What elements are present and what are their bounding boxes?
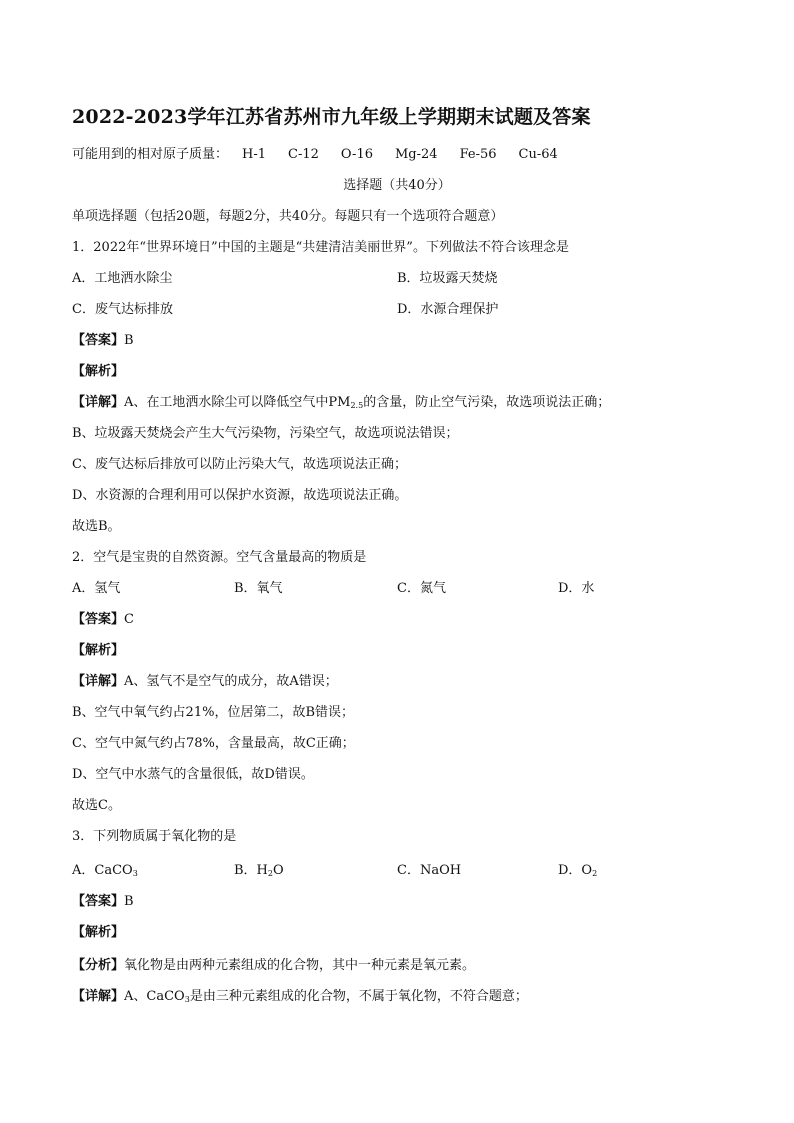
question-3-option-c: C．NaOH bbox=[397, 863, 462, 878]
answer-value: C bbox=[124, 612, 134, 627]
detail-tag: 【详解】 bbox=[72, 989, 125, 1004]
question-2-option-a: A．氢气 bbox=[72, 581, 121, 596]
question-2-answer bbox=[72, 611, 134, 629]
question-1-stem: 1．2022年“世界环境日”中国的主题是“共建清洁美丽世界”。下列做法不符合该理念是 bbox=[72, 240, 569, 255]
question-1-option-d: D．水源合理保护 bbox=[397, 302, 499, 317]
answer-tag: 【答案】 bbox=[72, 894, 125, 909]
document-title: 2022-2023学年江苏省苏州市九年级上学期期末试题及答案 bbox=[72, 106, 591, 128]
analysis-tag: 【解析】 bbox=[72, 925, 125, 940]
atomic-mass-label: 可能用到的相对原子质量： bbox=[72, 147, 229, 162]
question-1-answer bbox=[72, 332, 134, 350]
question-2-option-d: D．水 bbox=[558, 581, 595, 596]
answer-value: B bbox=[124, 333, 134, 348]
question-1-detail-d: D、水资源的合理利用可以保护水资源，故选项说法正确。 bbox=[72, 488, 408, 503]
atomic-mass-item: Mg-24 bbox=[395, 147, 438, 162]
question-3-stem: 3．下列物质属于氧化物的是 bbox=[72, 829, 237, 844]
question-3-analysis: 【分析】氧化物是由两种元素组成的化合物，其中一种元素是氧元素。 bbox=[72, 958, 476, 973]
question-2-option-c: C．氮气 bbox=[397, 581, 446, 596]
question-2-option-b: B．氧气 bbox=[234, 581, 283, 596]
analysis2-tag: 【分析】 bbox=[72, 958, 125, 973]
question-3-detail-a: 【详解】A、CaCO$_3$是由三种元素组成的化合物，不属于氧化物，不符合题意； bbox=[72, 989, 528, 1004]
answer-tag: 【答案】 bbox=[72, 333, 125, 348]
answer-value: B bbox=[124, 894, 134, 909]
question-1-conclusion: 故选B。 bbox=[72, 519, 121, 534]
section-title: 选择题（共40分） bbox=[343, 178, 451, 193]
question-1-analysis-tag bbox=[72, 363, 124, 381]
analysis-tag: 【解析】 bbox=[72, 643, 125, 658]
atomic-mass-item: O-16 bbox=[340, 147, 373, 162]
question-3-option-a: A．CaCO$_3$ bbox=[72, 863, 138, 878]
question-1-option-c: C．废气达标排放 bbox=[72, 302, 173, 317]
question-3-answer bbox=[72, 893, 134, 911]
question-1-option-b: B．垃圾露天焚烧 bbox=[397, 271, 498, 286]
atomic-mass-line bbox=[72, 146, 580, 164]
question-1-detail-b: B、垃圾露天焚烧会产生大气污染物，污染空气，故选项说法错误； bbox=[72, 426, 459, 441]
detail-tag: 【详解】 bbox=[72, 674, 125, 689]
question-3-option-d: D．$O_2$ bbox=[558, 863, 598, 878]
question-2-detail-c: C、空气中氮气约占78%，含量最高，故C正确； bbox=[72, 736, 355, 751]
question-2-detail-d: D、空气中水蒸气的含量很低，故D错误。 bbox=[72, 767, 314, 782]
question-1-detail-a: 【详解】A、在工地洒水除尘可以降低空气中$PM_{2.5}$的含量，防止空气污染，故选项说法正确； bbox=[72, 395, 611, 410]
question-2-stem: 2．空气是宝贵的自然资源。空气含量最高的物质是 bbox=[72, 550, 367, 565]
atomic-mass-item: H-1 bbox=[242, 147, 267, 162]
question-2-conclusion: 故选C。 bbox=[72, 798, 121, 813]
atomic-mass-item: Fe-56 bbox=[459, 147, 497, 162]
question-1-option-a: A．工地洒水除尘 bbox=[72, 271, 173, 286]
question-2-analysis-tag bbox=[72, 642, 124, 660]
question-1-detail-c: C、废气达标后排放可以防止污染大气，故选项说法正确； bbox=[72, 457, 407, 472]
atomic-mass-item: C-12 bbox=[288, 147, 319, 162]
section-instruction: 单项选择题（包括20题，每题2分，共40分。每题只有一个选项符合题意） bbox=[72, 209, 504, 224]
question-2-detail-a: 【详解】A、氢气不是空气的成分，故A错误； bbox=[72, 674, 338, 689]
analysis-tag: 【解析】 bbox=[72, 364, 125, 379]
question-3-analysis-tag bbox=[72, 924, 124, 942]
question-3-option-b: B．$H_2O$ bbox=[234, 863, 284, 878]
question-2-detail-b: B、空气中氧气约占21%，位居第二，故B错误； bbox=[72, 705, 355, 720]
answer-tag: 【答案】 bbox=[72, 612, 125, 627]
detail-tag: 【详解】 bbox=[72, 395, 125, 410]
atomic-mass-item: Cu-64 bbox=[518, 147, 558, 162]
